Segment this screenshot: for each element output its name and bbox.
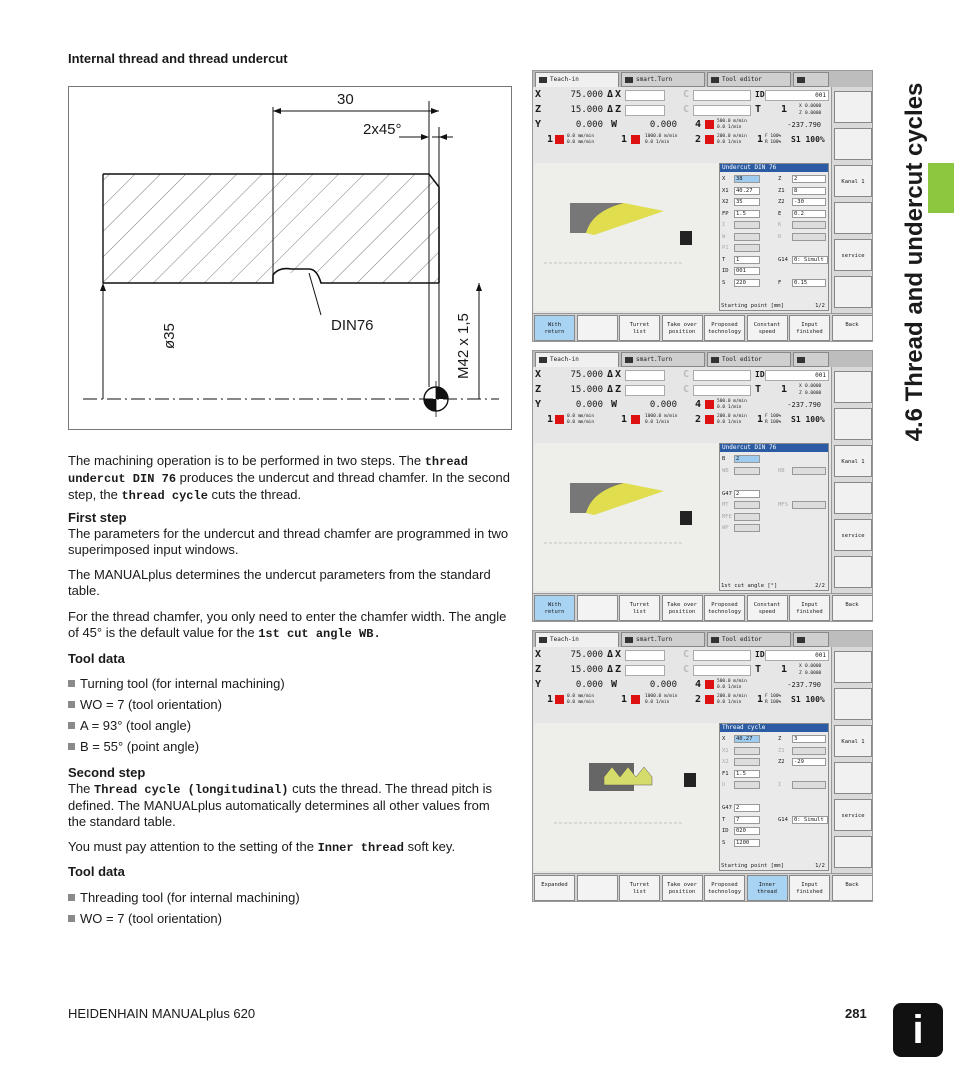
field-row: S 220 F 0.15 <box>720 278 830 289</box>
softkey-bar <box>533 593 873 621</box>
softkey-bar <box>533 313 873 341</box>
tab-bar <box>533 631 872 647</box>
cycle-dialog <box>719 443 829 591</box>
tab-teach-in[interactable]: Teach-in <box>535 352 619 367</box>
cnc-screen-3 <box>532 630 873 902</box>
side-softkey[interactable] <box>834 688 872 720</box>
side-softkeys <box>831 87 873 313</box>
field-row: X1 40.27 Z1 8 <box>720 186 830 197</box>
status-line: Starting point [mm] 1/2 <box>721 303 825 309</box>
field-input[interactable]: 001 <box>734 267 760 275</box>
side-softkey[interactable] <box>834 762 872 794</box>
field-input[interactable]: 35 <box>734 198 760 206</box>
softkey[interactable]: With return <box>534 595 575 621</box>
position-row-z: Z 15.000 Δ Z C T 1 X 0.0000 Z 0.0000 <box>535 664 822 676</box>
dim-length-label: 30 <box>337 91 354 108</box>
field-input[interactable] <box>734 501 760 509</box>
field-row: ID 020 <box>720 826 830 837</box>
field-input[interactable]: 1.5 <box>734 210 760 218</box>
field-row: G47 2 <box>720 489 830 500</box>
field-row: X2 35 Z2 -30 <box>720 197 830 208</box>
side-softkey[interactable] <box>834 482 872 514</box>
field-row: I K <box>720 220 830 231</box>
section-title: Internal thread and thread undercut <box>68 51 288 66</box>
field-input[interactable] <box>792 221 826 229</box>
simulation-graphic <box>534 163 720 311</box>
list-item: WO = 7 (tool orientation) <box>68 908 300 929</box>
side-softkey[interactable] <box>834 651 872 683</box>
side-softkey[interactable] <box>834 276 872 308</box>
position-row-x: X 75.000 Δ X C ID 001 <box>533 648 831 662</box>
side-softkey[interactable]: Kanal 1 <box>834 725 872 757</box>
field-input[interactable] <box>792 467 826 475</box>
field-input[interactable]: -29 <box>792 758 826 766</box>
field-input[interactable] <box>792 501 826 509</box>
softkey[interactable]: Constant speed <box>747 315 788 341</box>
side-softkey[interactable] <box>834 371 872 403</box>
field-row: X1 Z1 <box>720 746 830 757</box>
dialog-title: Undercut DIN 76 <box>720 164 828 172</box>
tab-extra[interactable] <box>793 352 829 367</box>
info-icon: i <box>893 1003 943 1057</box>
field-input[interactable]: 1200 <box>734 839 760 847</box>
field-input[interactable]: 2 <box>734 490 760 498</box>
first-step-p3: For the thread chamfer, you only need to enter the chamfer width. The angle of 45° is the default value for the 1st cut angle WB. <box>68 609 507 641</box>
softkey[interactable]: Proposed technology <box>704 595 745 621</box>
side-softkeys <box>831 647 873 873</box>
softkey[interactable]: Turret list <box>619 595 660 621</box>
technical-drawing <box>68 86 512 430</box>
softkey[interactable]: Inner thread <box>747 875 788 901</box>
tab-smart-turn[interactable]: smart.Turn <box>621 72 705 87</box>
field-input[interactable]: 020 <box>734 827 760 835</box>
field-input[interactable]: 0.15 <box>792 279 826 287</box>
first-step-p1: The parameters for the undercut and thread chamfer are programmed in two superimposed input windows. <box>68 526 509 557</box>
field-input[interactable] <box>792 233 826 241</box>
field-input[interactable]: 0: Simult <box>792 256 828 264</box>
side-softkey[interactable] <box>834 836 872 868</box>
tab-extra[interactable] <box>793 72 829 87</box>
tab-tool-editor[interactable]: Tool editor <box>707 352 791 367</box>
side-softkeys <box>831 367 873 593</box>
second-step-p2: You must pay attention to the setting of the Inner thread soft key. <box>68 839 456 855</box>
field-input[interactable] <box>734 244 760 252</box>
field-row: X 40.27 Z 3 <box>720 734 830 745</box>
position-row-z: Z 15.000 Δ Z C T 1 X 0.0000 Z 0.0000 <box>535 384 822 396</box>
simulation-graphic <box>534 723 720 871</box>
tab-teach-in[interactable]: Teach-in <box>535 632 619 647</box>
field-row: B 2 <box>720 454 830 465</box>
field-input[interactable]: 220 <box>734 279 760 287</box>
field-row: U I <box>720 780 830 791</box>
field-input[interactable]: 3 <box>792 735 826 743</box>
softkey[interactable]: Proposed technology <box>704 315 745 341</box>
softkey[interactable]: Input finished <box>789 875 830 901</box>
field-row: WP <box>720 523 830 534</box>
list-item: Turning tool (for internal machining) <box>68 673 285 694</box>
field-row <box>720 477 830 488</box>
position-row-y: Y 0.000 W 0.000 4 500.0 m/min 0.0 1/min -237.790 <box>535 119 821 130</box>
field-input[interactable]: 1 <box>734 256 760 264</box>
softkey[interactable] <box>577 875 618 901</box>
position-row-y: Y 0.000 W 0.000 4 500.0 m/min 0.0 1/min -237.790 <box>535 399 821 410</box>
tab-smart-turn[interactable]: smart.Turn <box>621 632 705 647</box>
footer-manual: HEIDENHAIN MANUALplus 620 <box>68 1006 256 1021</box>
softkey[interactable]: Input finished <box>789 315 830 341</box>
cycle-dialog <box>719 723 829 871</box>
position-row-y: Y 0.000 W 0.000 4 500.0 m/min 0.0 1/min -237.790 <box>535 679 821 690</box>
softkey[interactable]: Back <box>832 595 873 621</box>
spindle-row: 1 0.0 mm/min 0.0 mm/min 1 1000.0 m/min 0.0 1/min 2 200.0 m/min 0.0 1/min 1 F 100% R 100% S1 100% <box>547 414 825 425</box>
softkey-bar <box>533 873 873 901</box>
field-input[interactable]: 40.27 <box>734 735 760 743</box>
softkey[interactable]: With return <box>534 315 575 341</box>
softkey[interactable]: Turret list <box>619 315 660 341</box>
dialog-title: Thread cycle <box>720 724 828 732</box>
position-row-z: Z 15.000 Δ Z C T 1 X 0.0000 Z 0.0000 <box>535 104 822 116</box>
field-row: S 1200 <box>720 838 830 849</box>
field-input[interactable]: 7 <box>734 816 760 824</box>
field-input[interactable]: 0: Simult <box>792 816 828 824</box>
tab-bar <box>533 351 872 367</box>
intro-paragraph: The machining operation is to be performed in two steps. The thread undercut DIN 76 produces the undercut and thread chamfer. In the second step, the thread cycle cuts the thread. <box>68 453 510 503</box>
field-row: G47 2 <box>720 803 830 814</box>
field-input[interactable]: 0.2 <box>792 210 826 218</box>
list-item: B = 55° (point angle) <box>68 736 285 757</box>
softkey[interactable]: Expanded <box>534 875 575 901</box>
tab-smart-turn[interactable]: smart.Turn <box>621 352 705 367</box>
tool-data-list-2 <box>68 887 300 929</box>
diameter-label: ø35 <box>161 323 178 349</box>
tool-data-heading-1: Tool data <box>68 651 125 666</box>
field-input[interactable]: 8 <box>792 187 826 195</box>
field-input[interactable] <box>792 747 826 755</box>
tab-teach-in[interactable]: Teach-in <box>535 72 619 87</box>
side-softkey[interactable] <box>834 91 872 123</box>
cnc-screen-1 <box>532 70 873 342</box>
field-input[interactable]: 40.27 <box>734 187 760 195</box>
side-softkey[interactable] <box>834 128 872 160</box>
field-row: X 38 Z 2 <box>720 174 830 185</box>
side-softkey[interactable] <box>834 408 872 440</box>
field-input[interactable] <box>734 747 760 755</box>
field-input[interactable]: 38 <box>734 175 760 183</box>
field-input[interactable] <box>734 221 760 229</box>
field-row: MT MFS <box>720 500 830 511</box>
field-row: MFE <box>720 512 830 523</box>
spindle-row: 1 0.0 mm/min 0.0 mm/min 1 1000.0 m/min 0.0 1/min 2 200.0 m/min 0.0 1/min 1 F 100% R 100% S1 100% <box>547 694 825 705</box>
first-step-p2: The MANUALplus determines the undercut parameters from the standard table. <box>68 567 491 598</box>
field-input[interactable]: -30 <box>792 198 826 206</box>
softkey[interactable]: Take over position <box>662 595 703 621</box>
position-row-x: X 75.000 Δ X C ID 001 <box>533 88 831 102</box>
field-row: T 7 G14 0: Simult <box>720 815 830 826</box>
thread-label: M42 x 1,5 <box>455 313 472 379</box>
tab-tool-editor[interactable]: Tool editor <box>707 632 791 647</box>
field-row: T 1 G14 0: Simult <box>720 255 830 266</box>
field-row: ID 001 <box>720 266 830 277</box>
field-input[interactable] <box>734 513 760 521</box>
side-softkey[interactable]: Kanal 1 <box>834 445 872 477</box>
field-input[interactable]: 1.5 <box>734 770 760 778</box>
softkey[interactable] <box>577 595 618 621</box>
softkey[interactable]: Take over position <box>662 315 703 341</box>
field-input[interactable] <box>734 781 760 789</box>
tool-data-heading-2: Tool data <box>68 864 125 879</box>
position-row-x: X 75.000 Δ X C ID 001 <box>533 368 831 382</box>
field-row: X2 Z2 -29 <box>720 757 830 768</box>
side-softkey[interactable] <box>834 202 872 234</box>
side-softkey[interactable]: service <box>834 239 872 271</box>
list-item: WO = 7 (tool orientation) <box>68 694 285 715</box>
tab-tool-editor[interactable]: Tool editor <box>707 72 791 87</box>
softkey[interactable] <box>577 315 618 341</box>
status-line: 1st cut angle [°] 2/2 <box>721 583 825 589</box>
side-softkey[interactable] <box>834 556 872 588</box>
chamfer-label: 2x45° <box>363 121 402 138</box>
list-item: Threading tool (for internal machining) <box>68 887 300 908</box>
field-input[interactable] <box>734 758 760 766</box>
dialog-title: Undercut DIN 76 <box>720 444 828 452</box>
field-input[interactable] <box>734 233 760 241</box>
undercut-label: DIN76 <box>331 317 374 334</box>
second-step-p1: The Thread cycle (longitudinal) cuts the thread. The thread pitch is defined. The MANUALplus automatically determines all other values from the standard table. <box>68 781 492 829</box>
softkey[interactable]: Take over position <box>662 875 703 901</box>
chapter-title: 4.6 Thread and undercut cycles <box>901 82 928 442</box>
softkey[interactable]: Proposed technology <box>704 875 745 901</box>
field-row: WB RB <box>720 466 830 477</box>
field-input[interactable]: 2 <box>734 804 760 812</box>
first-step-heading: First step <box>68 510 127 525</box>
field-input[interactable] <box>734 467 760 475</box>
side-softkey[interactable]: service <box>834 519 872 551</box>
spindle-row: 1 0.0 mm/min 0.0 mm/min 1 1000.0 m/min 0.0 1/min 2 200.0 m/min 0.0 1/min 1 F 100% R 100% S1 100% <box>547 134 825 145</box>
softkey[interactable]: Back <box>832 875 873 901</box>
simulation-graphic <box>534 443 720 591</box>
field-input[interactable]: 2 <box>734 455 760 463</box>
side-softkey[interactable]: service <box>834 799 872 831</box>
list-item: A = 93° (tool angle) <box>68 715 285 736</box>
tab-extra[interactable] <box>793 632 829 647</box>
softkey[interactable]: Input finished <box>789 595 830 621</box>
cycle-dialog <box>719 163 829 311</box>
softkey[interactable]: Turret list <box>619 875 660 901</box>
field-input[interactable] <box>734 524 760 532</box>
field-input[interactable]: 2 <box>792 175 826 183</box>
softkey[interactable]: Back <box>832 315 873 341</box>
status-line: Starting point [mm] 1/2 <box>721 863 825 869</box>
field-row: F1 1.5 <box>720 769 830 780</box>
side-softkey[interactable]: Kanal 1 <box>834 165 872 197</box>
second-step-heading: Second step <box>68 765 146 780</box>
page-number: 281 <box>845 1006 867 1021</box>
field-input[interactable] <box>792 781 826 789</box>
field-row: W R <box>720 232 830 243</box>
tab-bar <box>533 71 872 87</box>
cnc-screen-2 <box>532 350 873 622</box>
field-row: FP 1.5 E 0.2 <box>720 209 830 220</box>
field-row <box>720 792 830 803</box>
field-row: P1 <box>720 243 830 254</box>
tool-data-list-1 <box>68 673 285 757</box>
softkey[interactable]: Constant speed <box>747 595 788 621</box>
